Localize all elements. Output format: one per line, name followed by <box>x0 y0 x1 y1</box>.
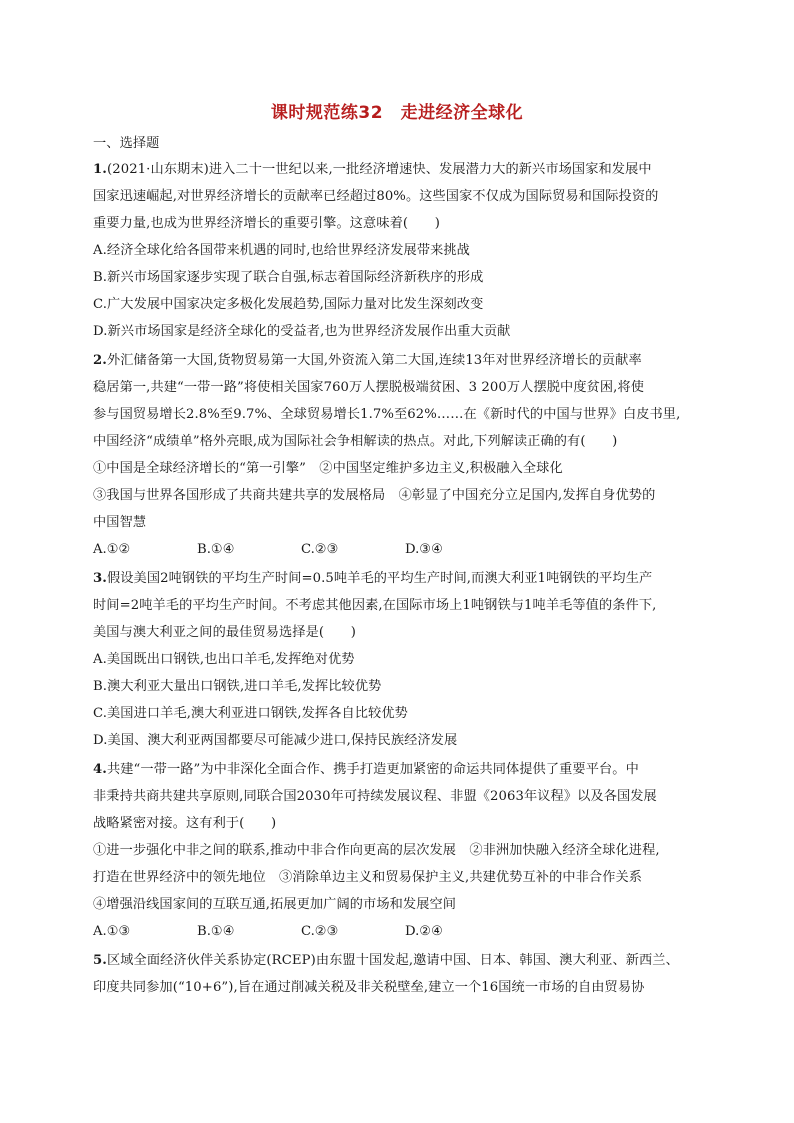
q2-line-3: 参与国贸易增长2.8%至9.7%、全球贸易增长1.7%至62%……在《新时代的中国与世界》白皮书里, <box>93 407 681 422</box>
q2-option-c: C.②③ <box>301 542 339 557</box>
q3-option-c: C.美国进口羊毛,澳大利亚进口钢铁,发挥各自比较优势 <box>93 706 408 721</box>
q1-number: 1. <box>93 162 107 177</box>
q3-text: 假设美国2吨钢铁的平均生产时间=0.5吨羊毛的平均生产时间,而澳大利亚1吨钢铁的平均生产 <box>106 571 653 586</box>
q1-text: (2021·山东期末)进入二十一世纪以来,一批经济增速快、发展潜力大的新兴市场国家和发展中 <box>106 162 652 177</box>
q4-option-c: C.②③ <box>301 924 339 939</box>
q2-number: 2. <box>93 353 107 368</box>
q3-option-b: B.澳大利亚大量出口钢铁,进口羊毛,发挥比较优势 <box>93 679 382 694</box>
q1-option-c: C.广大发展中国家决定多极化发展趋势,国际力量对比发生深刻改变 <box>93 297 484 312</box>
q3-line-3: 美国与澳大利亚之间的最佳贸易选择是( ) <box>93 625 356 640</box>
q2-line-2: 稳居第一,共建“一带一路”将使相关国家760万人摆脱极端贫困、3 200万人摆脱中度贫困,将使 <box>93 380 645 395</box>
q4-statements-2: 打造在世界经济中的领先地位 ③消除单边主义和贸易保护主义,共建优势互补的中非合作关系 <box>93 870 643 885</box>
q5-text: 区域全面经济伙伴关系协定(RCEP)由东盟十国发起,邀请中国、日本、韩国、澳大利亚、新西兰、 <box>106 953 679 968</box>
q4-statements-3: ④增强沿线国家间的互联互通,拓展更加广阔的市场和发展空间 <box>93 897 457 912</box>
q3-line-2: 时间=2吨羊毛的平均生产时间。不考虑其他因素,在国际市场上1吨钢铁与1吨羊毛等值的条件下, <box>93 598 657 613</box>
q2-statements-2: ③我国与世界各国形成了共商共建共享的发展格局 ④彰显了中国充分立足国内,发挥自身优势的 <box>93 488 656 503</box>
q4-number: 4. <box>93 762 107 777</box>
q3-number: 3. <box>93 571 107 586</box>
q3-option-a: A.美国既出口钢铁,也出口羊毛,发挥绝对优势 <box>93 652 355 667</box>
q2-line-1 <box>93 351 713 371</box>
q1-line-3: 重要力量,也成为世界经济增长的重要引擎。这意味着( ) <box>93 216 440 231</box>
q4-option-b: B.①④ <box>197 924 235 939</box>
q4-options <box>93 922 443 942</box>
q4-text: 共建“一带一路”为中非深化全面合作、携手打造更加紧密的命运共同体提供了重要平台。中 <box>106 762 639 777</box>
q2-option-d: D.③④ <box>405 542 443 557</box>
section-heading: 一、选择题 <box>93 136 160 151</box>
q1-line-1 <box>93 160 713 180</box>
q1-line-2: 国家迅速崛起,对世界经济增长的贡献率已经超过80%。这些国家不仅成为国际贸易和国际投资的 <box>93 189 659 204</box>
q4-line-1 <box>93 760 713 780</box>
q3-option-d: D.美国、澳大利亚两国都要尽可能减少进口,保持民族经济发展 <box>93 733 458 748</box>
q2-option-a: A.①② <box>93 542 131 557</box>
q4-option-d: D.②④ <box>405 924 443 939</box>
q3-line-1 <box>93 569 713 589</box>
q2-text: 外汇储备第一大国,货物贸易第一大国,外资流入第二大国,连续13年对世界经济增长的贡献率 <box>106 353 642 368</box>
q2-options <box>93 540 443 560</box>
q2-statements-3: 中国智慧 <box>93 515 147 530</box>
q5-line-1 <box>93 951 713 971</box>
q4-line-2: 非秉持共商共建共享原则,同联合国2030年可持续发展议程、非盟《2063年议程》以及各国发展 <box>93 789 657 804</box>
q5-number: 5. <box>93 953 107 968</box>
page-title: 课时规范练32 走进经济全球化 <box>270 103 524 123</box>
q1-option-a: A.经济全球化给各国带来机遇的同时,也给世界经济发展带来挑战 <box>93 243 470 258</box>
q4-statements-1: ①进一步强化中非之间的联系,推动中非合作向更高的层次发展 ②非洲加快融入经济全球化进程, <box>93 843 660 858</box>
q1-option-b: B.新兴市场国家逐步实现了联合自强,标志着国际经济新秩序的形成 <box>93 270 484 285</box>
q4-line-3: 战略紧密对接。这有利于( ) <box>93 816 277 831</box>
q4-option-a: A.①③ <box>93 924 131 939</box>
q2-line-4: 中国经济“成绩单”格外亮眼,成为国际社会争相解读的热点。对此,下列解读正确的有( ) <box>93 434 618 449</box>
q5-line-2: 印度共同参加(“10+6”),旨在通过削减关税及非关税壁垒,建立一个16国统一市场的自由贸易协 <box>93 980 645 995</box>
q2-statements-1: ①中国是全球经济增长的“第一引擎” ②中国坚定维护多边主义,积极融入全球化 <box>93 461 563 476</box>
q2-option-b: B.①④ <box>197 542 235 557</box>
q1-option-d: D.新兴市场国家是经济全球化的受益者,也为世界经济发展作出重大贡献 <box>93 324 511 339</box>
